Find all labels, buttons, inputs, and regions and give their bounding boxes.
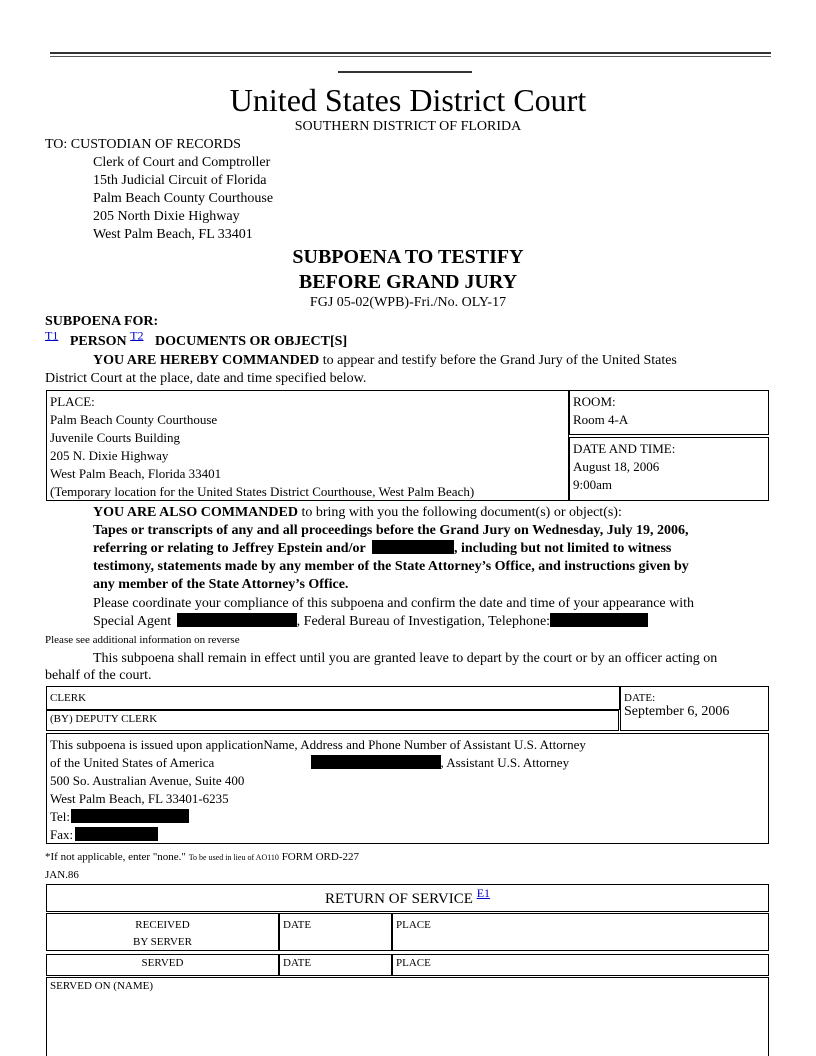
tel-label: Tel: [50, 809, 71, 824]
also-l2b: , including but not limited to witness [453, 541, 672, 556]
footer-form: FORM ORD-227 [281, 851, 360, 863]
issued-l2a: of the United States of America [50, 755, 215, 770]
clerk-date-cell [620, 686, 769, 731]
issued-line-2 [50, 754, 765, 772]
reverse-note: Please see additional information on reverse [45, 634, 240, 646]
also-line-0 [93, 504, 622, 522]
redaction [550, 613, 648, 627]
issued-tel [50, 808, 765, 826]
fax-label: Fax: [50, 827, 74, 842]
subpoena-title-1: SUBPOENA TO TESTIFY [292, 246, 524, 268]
issued-l2b: , Assistant U.S. Attorney [440, 755, 570, 770]
subpoena-title-2: BEFORE GRAND JURY [298, 271, 518, 293]
received-place-cell [392, 913, 769, 951]
place-line: Juvenile Courts Building [50, 430, 180, 445]
room-label: ROOM: [573, 394, 616, 409]
place-line: West Palm Beach, Florida 33401 [50, 466, 222, 481]
command-line-2: District Court at the place, date and time specified below. [45, 371, 367, 386]
clerk-date-label: DATE: [624, 692, 656, 704]
documents-label: DOCUMENTS OR OBJECT[S] [154, 334, 348, 349]
top-rule-1 [50, 52, 771, 54]
to-line: Palm Beach County Courthouse [93, 191, 274, 206]
issued-line-1 [50, 736, 765, 754]
clerk-cell [46, 686, 620, 710]
coordinate-line-2 [93, 613, 648, 631]
datetime-time: 9:00am [573, 477, 612, 492]
place-line: Palm Beach County Courthouse [50, 412, 218, 427]
to-line: Clerk of Court and Comptroller [93, 155, 271, 170]
served-place-label: PLACE [396, 957, 431, 969]
redaction [71, 809, 189, 823]
datetime-box [569, 437, 769, 501]
also-rest: to bring with you the following document(s) or object(s): [297, 505, 622, 520]
served-date-label: DATE [283, 957, 312, 969]
received-date-label: DATE [283, 919, 312, 931]
e1-link[interactable]: E1 [476, 886, 491, 900]
room-box [569, 390, 769, 435]
top-rule-2 [50, 56, 771, 57]
subpoena-for-row [45, 328, 348, 351]
received-label-1: RECEIVED [135, 919, 190, 931]
effect-line-2: behalf of the court. [45, 668, 152, 683]
received-cell [46, 913, 279, 951]
redaction [372, 540, 454, 554]
also-bold: YOU ARE ALSO COMMANDED [93, 505, 298, 520]
to-line: 15th Judicial Circuit of Florida [93, 173, 267, 188]
command-rest: to appear and testify before the Grand Jury of the United States [319, 353, 677, 368]
received-place-label: PLACE [396, 919, 431, 931]
issued-fax [50, 826, 765, 844]
clerk-date-value: September 6, 2006 [624, 704, 730, 719]
also-line-4: any member of the State Attorney’s Office. [93, 577, 349, 592]
footer-note: *If not applicable, enter "none." [45, 851, 186, 863]
also-l2a: referring or relating to Jeffrey Epstein and/or [93, 541, 366, 556]
place-box [46, 390, 569, 501]
effect-line-1: This subpoena shall remain in effect until you are granted leave to depart by the court or by an officer acting on [93, 651, 718, 666]
served-on-label: SERVED ON (NAME) [50, 980, 154, 992]
datetime-label: DATE AND TIME: [573, 441, 676, 456]
footer-lieu: To be used in lieu of AO110 [188, 853, 279, 862]
served-label: SERVED [141, 957, 184, 969]
also-line-2 [93, 540, 723, 558]
received-date-cell [279, 913, 392, 951]
subpoena-number: FGJ 05-02(WPB)-Fri./No. OLY-17 [309, 295, 507, 310]
deputy-clerk-label: (BY) DEPUTY CLERK [50, 713, 158, 725]
coordinate-l2b: , Federal Bureau of Investigation, Telephone: [296, 614, 551, 629]
t2-link[interactable]: T2 [130, 328, 144, 343]
served-date-cell [279, 954, 392, 976]
room-value: Room 4-A [573, 412, 629, 427]
person-label: PERSON [69, 334, 127, 349]
top-rule-3 [338, 71, 472, 73]
redaction [177, 613, 297, 627]
place-line: 205 N. Dixie Highway [50, 448, 169, 463]
place-label: PLACE: [50, 394, 95, 409]
court-title: United States District Court [229, 82, 587, 118]
issued-line-4: West Palm Beach, FL 33401-6235 [50, 791, 229, 806]
also-line-1: Tapes or transcripts of any and all proceedings before the Grand Jury on Wednesday, July 19, 2006, [93, 523, 689, 538]
footer-date: JAN.86 [45, 869, 79, 881]
command-line-1 [93, 352, 677, 370]
served-place-cell [392, 954, 769, 976]
to-address [93, 154, 273, 244]
issued-box [46, 733, 769, 844]
to-line: 205 North Dixie Highway [93, 209, 240, 224]
issued-line-3: 500 So. Australian Avenue, Suite 400 [50, 773, 245, 788]
also-line-3: testimony, statements made by any member of the State Attorney’s Office, and instructions given by [93, 559, 689, 574]
deputy-clerk-cell [46, 710, 619, 731]
served-on-cell [46, 977, 769, 1056]
issued-l1b: Name, Address and Phone Number of Assistant U.S. Attorney [263, 737, 586, 752]
clerk-label: CLERK [50, 692, 87, 704]
command-bold: YOU ARE HEREBY COMMANDED [93, 353, 320, 368]
coordinate-l2a: Special Agent [93, 614, 172, 629]
t1-link[interactable]: T1 [45, 328, 59, 343]
datetime-date: August 18, 2006 [573, 459, 660, 474]
return-title-box [46, 884, 769, 912]
footer-note-line [45, 850, 359, 865]
redaction [75, 827, 158, 841]
issued-l1a: This subpoena is issued upon application [50, 737, 264, 752]
received-label-2: BY SERVER [133, 936, 192, 948]
redaction [311, 755, 441, 769]
subpoena-for-label: SUBPOENA FOR: [45, 314, 159, 329]
return-title: RETURN OF SERVICE [324, 891, 473, 907]
to-line: West Palm Beach, FL 33401 [93, 227, 253, 242]
place-line: (Temporary location for the United States District Courthouse, West Palm Beach) [50, 484, 475, 499]
to-heading: TO: CUSTODIAN OF RECORDS [45, 137, 241, 152]
court-district: SOUTHERN DISTRICT OF FLORIDA [294, 119, 522, 134]
served-cell [46, 954, 279, 976]
coordinate-line-1: Please coordinate your compliance of this subpoena and confirm the date and time of your appearance with [93, 596, 695, 611]
